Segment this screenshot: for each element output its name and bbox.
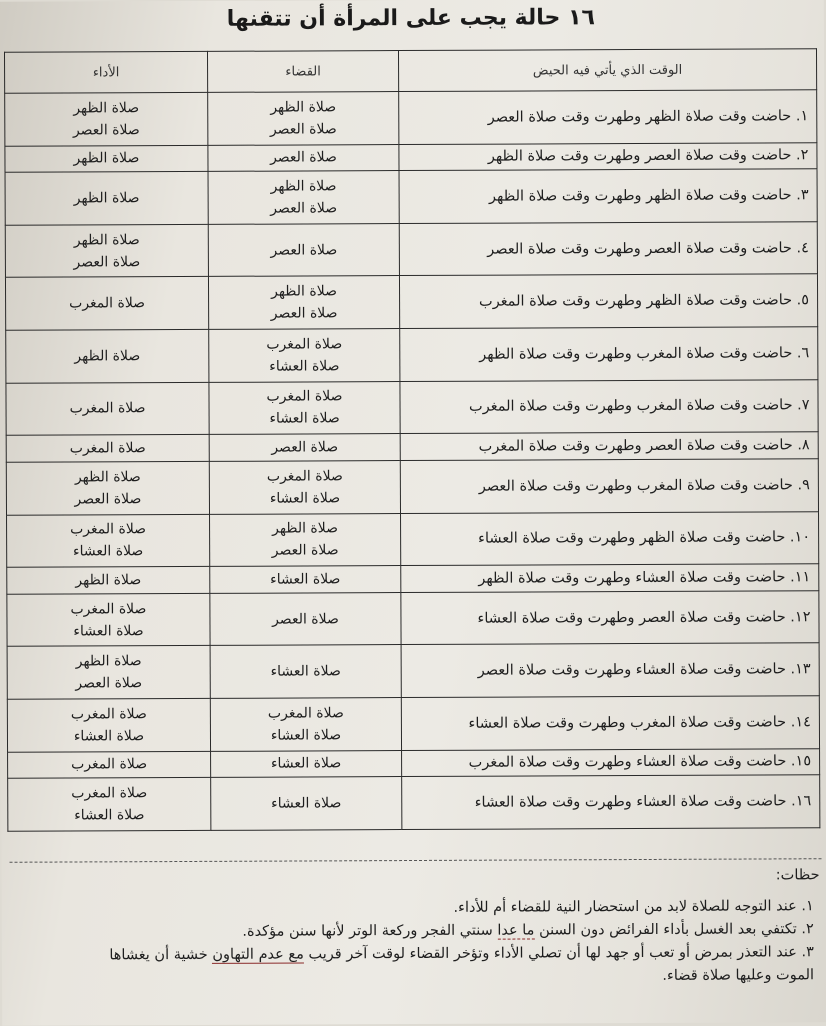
qadaa-cell xyxy=(209,329,400,382)
header-qadaa: القضاء xyxy=(207,51,398,93)
adaa-cell xyxy=(5,277,208,330)
qadaa-cell xyxy=(208,92,399,145)
table-row xyxy=(6,459,818,515)
table-row xyxy=(6,327,818,383)
adaa-prayer: صلاة المغرب xyxy=(71,785,148,802)
case-description: ٢. حاضت وقت صلاة العصر وطهرت وقت صلاة الظهر xyxy=(399,142,817,171)
qadaa-prayer: صلاة العصر xyxy=(271,542,339,559)
adaa-prayer: صلاة الظهر xyxy=(73,150,140,167)
adaa-cell xyxy=(5,145,208,173)
case-description: ١١. حاضت وقت صلاة العشاء وطهرت وقت صلاة الظهر xyxy=(401,564,819,593)
adaa-prayer: صلاة العصر xyxy=(73,253,141,271)
note-2-text-a: ٢. تكتفي بعد الغسل بأداء الفرائض دون السنن xyxy=(539,921,814,939)
qadaa-prayer: صلاة المغرب xyxy=(266,336,343,353)
qadaa-cell xyxy=(210,513,401,566)
adaa-cell xyxy=(5,224,208,277)
case-description: ١٠. حاضت وقت صلاة الظهر وطهرت وقت صلاة العشاء xyxy=(401,511,819,565)
adaa-cell xyxy=(5,172,208,225)
adaa-prayer: صلاة الظهر xyxy=(75,653,142,670)
table-row xyxy=(5,90,817,146)
qadaa-cell xyxy=(211,750,402,778)
adaa-prayer: صلاة المغرب xyxy=(69,400,146,417)
table-header-row xyxy=(4,49,816,94)
table-row xyxy=(5,274,817,330)
adaa-prayer: صلاة الظهر xyxy=(73,231,140,249)
qadaa-cell xyxy=(208,171,399,224)
adaa-prayer: صلاة العصر xyxy=(74,490,142,508)
qadaa-prayer: صلاة المغرب xyxy=(266,468,343,485)
adaa-cell xyxy=(7,593,210,646)
qadaa-prayer: صلاة الظهر xyxy=(272,520,339,537)
notes-section xyxy=(6,864,821,991)
qadaa-prayer: صلاة المغرب xyxy=(266,388,343,405)
adaa-prayer: صلاة المغرب xyxy=(71,756,148,773)
adaa-cell xyxy=(6,382,209,435)
notes-title: حظات: xyxy=(775,867,820,884)
header-time: الوقت الذي يأتي فيه الحيض xyxy=(398,49,816,92)
table-row xyxy=(8,748,820,778)
case-description: ٧. حاضت وقت صلاة المغرب وطهرت وقت صلاة المغرب xyxy=(400,379,818,433)
qadaa-prayer: صلاة العصر xyxy=(270,242,338,259)
cases-table xyxy=(4,48,820,832)
table-row xyxy=(7,511,819,567)
adaa-cell xyxy=(7,514,210,567)
qadaa-prayer: صلاة العشاء xyxy=(269,410,340,427)
qadaa-cell xyxy=(210,566,401,594)
adaa-cell xyxy=(8,751,211,779)
adaa-prayer: صلاة المغرب xyxy=(70,600,147,618)
adaa-cell xyxy=(7,566,210,594)
adaa-prayer: صلاة الظهر xyxy=(73,99,140,117)
qadaa-prayer: صلاة الظهر xyxy=(270,178,337,195)
qadaa-cell xyxy=(210,645,401,698)
qadaa-prayer: صلاة العصر xyxy=(270,200,338,217)
note-1: ١. عند التوجه للصلاة لابد من استحضار النية للقضاء أم للأداء. xyxy=(453,898,814,916)
case-description: ١٦. حاضت وقت صلاة العشاء وطهرت وقت صلاة العشاء xyxy=(402,775,820,829)
case-description: ١٢. حاضت وقت صلاة العصر وطهرت وقت صلاة العشاء xyxy=(401,591,819,645)
adaa-prayer: صلاة المغرب xyxy=(70,705,147,723)
table-row xyxy=(7,564,819,594)
qadaa-cell xyxy=(208,223,399,276)
adaa-prayer: صلاة الظهر xyxy=(75,572,142,589)
adaa-prayer: صلاة العصر xyxy=(72,121,140,139)
qadaa-prayer: صلاة العشاء xyxy=(271,795,342,812)
adaa-cell xyxy=(5,92,208,145)
adaa-prayer: صلاة العصر xyxy=(75,675,143,692)
qadaa-prayer: صلاة العصر xyxy=(270,149,337,167)
adaa-prayer: صلاة المغرب xyxy=(69,440,146,457)
adaa-prayer: صلاة الظهر xyxy=(74,347,141,365)
adaa-prayer: صلاة الظهر xyxy=(74,468,141,486)
adaa-prayer: صلاة الظهر xyxy=(73,190,140,207)
note-3-continuation: الموت وعليها صلاة قضاء. xyxy=(662,967,815,984)
case-description: ٩. حاضت وقت صلاة المغرب وطهرت وقت صلاة العصر xyxy=(400,459,818,513)
case-description: ٦. حاضت وقت صلاة المغرب وطهرت وقت صلاة الظهر xyxy=(400,327,818,381)
adaa-prayer: صلاة العشاء xyxy=(73,727,145,745)
case-description: ١٤. حاضت وقت صلاة المغرب وطهرت وقت صلاة العشاء xyxy=(401,696,819,750)
table-row xyxy=(6,432,818,462)
qadaa-cell xyxy=(211,777,402,830)
adaa-prayer: صلاة العشاء xyxy=(74,807,145,824)
case-description: ١٣. حاضت وقت صلاة العشاء وطهرت وقت صلاة العصر xyxy=(401,643,819,697)
qadaa-prayer: صلاة الظهر xyxy=(270,99,337,116)
dashed-separator xyxy=(10,858,822,863)
qadaa-prayer: صلاة المغرب xyxy=(267,705,344,722)
qadaa-prayer: صلاة العشاء xyxy=(270,663,341,680)
case-description: ٥. حاضت وقت صلاة الظهر وطهرت وقت صلاة المغرب xyxy=(399,274,817,328)
qadaa-cell xyxy=(209,381,400,434)
qadaa-prayer: صلاة العصر xyxy=(271,439,339,456)
case-description: ١. حاضت وقت صلاة الظهر وطهرت وقت صلاة العصر xyxy=(399,90,817,144)
qadaa-prayer: صلاة العشاء xyxy=(269,490,341,507)
note-3-text-c: خشية أن يغشاها xyxy=(109,946,208,964)
page-title: ١٦ حالة يجب على المرأة أن تتقنها xyxy=(226,5,595,32)
qadaa-prayer: صلاة العشاء xyxy=(269,358,340,375)
case-description: ٤. حاضت وقت صلاة العصر وطهرت وقت صلاة العصر xyxy=(399,222,817,276)
table-row xyxy=(6,379,818,435)
case-description: ١٥. حاضت وقت صلاة العشاء وطهرت وقت صلاة المغرب xyxy=(402,748,820,777)
qadaa-prayer: صلاة العصر xyxy=(272,610,339,628)
adaa-cell xyxy=(6,461,209,514)
qadaa-cell xyxy=(208,276,399,329)
qadaa-prayer: صلاة العصر xyxy=(269,121,337,138)
table-row xyxy=(7,696,819,752)
qadaa-prayer: صلاة العشاء xyxy=(270,755,342,773)
qadaa-cell xyxy=(209,434,400,462)
case-description: ٨. حاضت وقت صلاة العصر وطهرت وقت صلاة المغرب xyxy=(400,432,818,461)
adaa-cell xyxy=(7,646,210,699)
qadaa-prayer: صلاة العشاء xyxy=(270,727,342,744)
table-row xyxy=(5,169,817,225)
qadaa-prayer: صلاة العشاء xyxy=(270,571,341,588)
note-2-emphasis: ما عدا xyxy=(497,922,535,939)
adaa-prayer: صلاة العشاء xyxy=(72,543,144,560)
adaa-prayer: صلاة العشاء xyxy=(73,622,144,640)
case-description: ٣. حاضت وقت صلاة الظهر وطهرت وقت صلاة الظهر xyxy=(399,169,817,223)
table-row xyxy=(5,222,817,278)
adaa-cell xyxy=(7,698,210,751)
qadaa-cell xyxy=(209,461,400,514)
table-row xyxy=(7,591,819,647)
qadaa-prayer: صلاة العصر xyxy=(270,305,338,322)
note-3-text-a: ٣. عند التعذر بمرض أو تعب أو جهد لها أن تصلي الأداء وتؤخر القضاء لوقت آخر قريب xyxy=(308,944,814,963)
adaa-cell xyxy=(6,329,209,382)
qadaa-cell xyxy=(208,144,399,172)
adaa-cell xyxy=(8,778,211,831)
header-adaa: الأداء xyxy=(4,51,207,93)
note-3-emphasis: مع عدم التهاون xyxy=(212,946,304,963)
qadaa-cell xyxy=(210,592,401,645)
adaa-cell xyxy=(6,435,209,463)
table-row xyxy=(5,142,817,172)
qadaa-prayer: صلاة الظهر xyxy=(271,283,337,300)
table-row xyxy=(8,775,820,831)
qadaa-cell xyxy=(210,698,401,751)
adaa-prayer: صلاة المغرب xyxy=(69,295,146,312)
table-row xyxy=(7,643,819,699)
table-body xyxy=(5,90,820,832)
adaa-prayer: صلاة المغرب xyxy=(70,521,147,538)
note-2-text-c: سنتي الفجر وركعة الوتر لأنها سنن مؤكدة. xyxy=(242,922,493,940)
